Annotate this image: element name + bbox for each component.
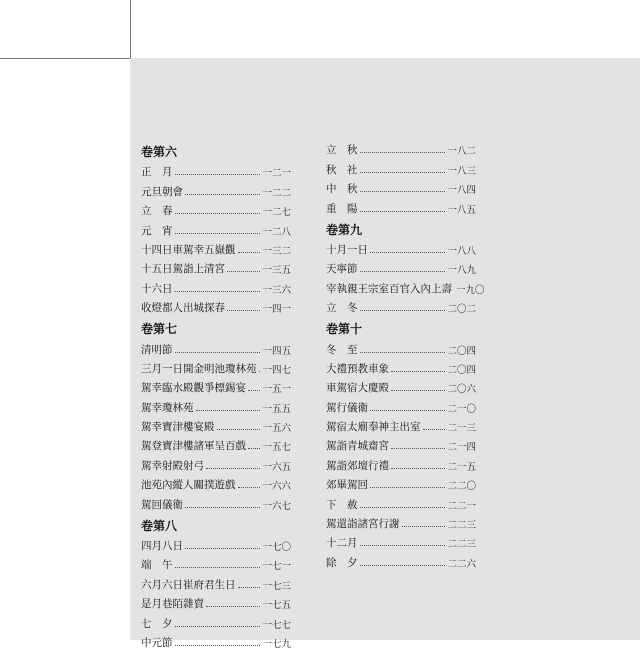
toc-entry — [141, 492, 291, 511]
entry-page-number: 一八五 — [447, 204, 476, 216]
entry-title: 十六日 — [141, 282, 173, 295]
dot-leader — [175, 626, 261, 627]
dot-leader — [402, 526, 446, 527]
entry-title: 六月六日崔府君生日 — [141, 578, 236, 591]
entry-page-number: 一五五 — [262, 403, 291, 415]
dot-leader — [391, 371, 445, 372]
toc-entry — [326, 337, 476, 356]
entry-page-number: 一七七 — [262, 619, 291, 631]
entry-title: 秋 社 — [326, 163, 358, 176]
toc-entry — [141, 631, 291, 650]
entry-page-number: 二二六 — [447, 558, 476, 570]
toc-entry — [326, 276, 485, 296]
entry-title: 駕幸射殿射弓 — [141, 459, 204, 472]
toc-entry — [141, 534, 291, 553]
entry-title: 正 月 — [141, 166, 173, 179]
dot-leader — [370, 252, 445, 253]
toc-entry — [326, 357, 476, 376]
entry-title: 駕回儀衛 — [141, 498, 183, 511]
dot-leader — [248, 448, 260, 449]
entry-title: 端 午 — [141, 559, 173, 572]
toc-entry — [141, 337, 291, 356]
dot-leader — [206, 468, 260, 469]
toc-right-column — [326, 138, 485, 570]
entry-title: 駕還詣諸宮行謝 — [326, 518, 400, 531]
dot-leader — [238, 487, 261, 488]
entry-title: 清明節 — [141, 343, 173, 356]
toc-entry — [141, 276, 291, 295]
entry-page-number: 一七五 — [262, 600, 291, 612]
toc-entry — [326, 415, 476, 434]
toc-entry — [141, 296, 291, 315]
entry-page-number: 一五七 — [262, 442, 291, 454]
dot-leader — [360, 565, 446, 566]
dot-leader — [360, 191, 446, 192]
dot-leader — [196, 410, 261, 411]
entry-title: 除 夕 — [326, 556, 358, 569]
entry-page-number: 一七九 — [262, 638, 291, 650]
entry-page-number: 二一三 — [447, 423, 476, 435]
entry-title: 駕幸臨水殿觀爭標錫宴 — [141, 382, 246, 395]
dot-leader — [360, 211, 446, 212]
toc-entry — [326, 512, 476, 531]
entry-title: 駕詣郊壇行禮 — [326, 459, 389, 472]
toc-entry — [326, 138, 476, 157]
entry-page-number: 一六六 — [262, 481, 291, 493]
entry-page-number: 二二三 — [447, 539, 476, 551]
entry-title: 重 陽 — [326, 202, 358, 215]
entry-page-number: 一六七 — [262, 500, 291, 512]
dot-leader — [391, 448, 445, 449]
dot-leader — [185, 548, 260, 549]
entry-page-number: 一二八 — [262, 226, 291, 238]
dot-leader — [175, 567, 261, 568]
toc-entry — [141, 553, 291, 572]
toc-entry — [141, 453, 291, 472]
dot-leader — [206, 606, 260, 607]
entry-page-number: 一五一 — [262, 384, 291, 396]
entry-title: 元 宵 — [141, 224, 173, 237]
toc-entry — [141, 218, 291, 237]
dot-leader — [360, 310, 446, 311]
entry-page-number: 一六五 — [262, 461, 291, 473]
toc-entry — [326, 238, 476, 257]
entry-title: 駕登寶津樓諸軍呈百戲 — [141, 440, 246, 453]
entry-title: 收燈都人出城探春 — [141, 302, 225, 315]
dot-leader — [391, 468, 445, 469]
entry-title: 車駕宿大慶殿 — [326, 382, 389, 395]
dot-leader — [248, 390, 260, 391]
dot-leader — [185, 507, 260, 508]
dot-leader — [360, 172, 446, 173]
entry-title: 是月巷陌雜賣 — [141, 598, 204, 611]
dot-leader — [227, 310, 260, 311]
dot-leader — [370, 487, 445, 488]
dot-leader — [259, 371, 261, 372]
entry-page-number: 一七〇 — [262, 542, 291, 554]
entry-title: 中 秋 — [326, 183, 358, 196]
entry-page-number: 二一五 — [447, 461, 476, 473]
entry-title: 大禮預教車象 — [326, 362, 389, 375]
toc-entry — [326, 296, 476, 315]
entry-title: 立 春 — [141, 205, 173, 218]
dot-leader — [360, 545, 446, 546]
toc-entry — [326, 531, 476, 550]
entry-page-number: 一二一 — [262, 168, 291, 180]
entry-title: 郊畢駕回 — [326, 479, 368, 492]
volume-heading: 卷第八 — [141, 518, 178, 533]
toc-entry — [141, 160, 291, 179]
entry-page-number: 二一四 — [447, 442, 476, 454]
entry-page-number: 一八四 — [447, 185, 476, 197]
entry-page-number: 二二一 — [447, 500, 476, 512]
entry-page-number: 一七一 — [262, 561, 291, 573]
toc-entry — [326, 395, 476, 414]
entry-page-number: 一八二 — [447, 146, 476, 158]
entry-page-number: 二一〇 — [447, 403, 476, 415]
dot-leader — [360, 152, 446, 153]
entry-title: 駕宿太廟奉神主出室 — [326, 421, 421, 434]
toc-entry — [326, 257, 476, 276]
entry-title: 十月一日 — [326, 243, 368, 256]
entry-page-number: 一四七 — [262, 364, 291, 376]
dot-leader — [175, 645, 261, 646]
entry-title: 天寧節 — [326, 263, 358, 276]
entry-title: 冬 至 — [326, 343, 358, 356]
crop-mark — [130, 0, 131, 58]
dot-leader — [370, 410, 445, 411]
toc-entry — [141, 395, 291, 414]
entry-title: 十五日駕詣上清宮 — [141, 263, 225, 276]
dot-leader — [360, 352, 446, 353]
toc-entry — [326, 492, 476, 511]
toc-entry — [141, 199, 291, 218]
entry-page-number: 二二〇 — [447, 481, 476, 493]
toc-entry — [141, 257, 291, 276]
entry-title: 十四日車駕幸五嶽觀 — [141, 243, 236, 256]
toc-entry — [326, 473, 476, 492]
dot-leader — [391, 390, 445, 391]
toc-entry — [326, 453, 476, 472]
entry-page-number: 一八九 — [447, 265, 476, 277]
entry-page-number: 一七三 — [262, 580, 291, 592]
entry-title: 三月一日開金明池瓊林苑 — [141, 362, 257, 375]
entry-page-number: 一九〇 — [456, 284, 485, 296]
entry-page-number: 一三五 — [262, 265, 291, 277]
toc-entry — [141, 611, 291, 630]
dot-leader — [217, 429, 261, 430]
toc-left-column — [141, 138, 291, 650]
dot-leader — [185, 194, 260, 195]
dot-leader — [175, 291, 261, 292]
entry-title: 立 冬 — [326, 302, 358, 315]
entry-title: 宰執親王宗室百官入內上壽 — [326, 282, 452, 295]
entry-title: 立 秋 — [326, 144, 358, 157]
entry-page-number: 一三二 — [262, 245, 291, 257]
entry-title: 元旦朝會 — [141, 185, 183, 198]
entry-title: 下 赦 — [326, 498, 358, 511]
entry-page-number: 一四五 — [262, 345, 291, 357]
entry-page-number: 二〇六 — [447, 384, 476, 396]
toc-entry — [141, 357, 291, 376]
toc-entry — [326, 196, 476, 215]
toc-entry — [141, 415, 291, 434]
volume-heading: 卷第六 — [141, 145, 178, 159]
volume-heading: 卷第七 — [141, 322, 178, 337]
toc-entry — [141, 179, 291, 198]
entry-page-number: 一八八 — [447, 245, 476, 257]
entry-page-number: 一八三 — [447, 165, 476, 177]
dot-leader — [227, 271, 260, 272]
entry-page-number: 一三六 — [262, 284, 291, 296]
dot-leader — [175, 352, 261, 353]
dot-leader — [238, 587, 261, 588]
entry-page-number: 一五六 — [262, 423, 291, 435]
toc-entry — [326, 550, 476, 569]
entry-title: 駕詣青城齋宮 — [326, 440, 389, 453]
entry-title: 駕行儀衛 — [326, 401, 368, 414]
toc-entry — [141, 434, 291, 453]
dot-leader — [175, 213, 261, 214]
dot-leader — [360, 271, 446, 272]
entry-title: 七 夕 — [141, 617, 173, 630]
entry-page-number: 一四一 — [262, 304, 291, 316]
toc-entry — [326, 177, 476, 196]
toc-entry — [326, 434, 476, 453]
volume-heading: 卷第九 — [326, 222, 363, 237]
dot-leader — [175, 174, 261, 175]
dot-leader — [175, 233, 261, 234]
entry-title: 駕幸瓊林苑 — [141, 401, 194, 414]
entry-page-number: 二〇四 — [447, 364, 476, 376]
entry-title: 駕幸寶津樓宴殿 — [141, 421, 215, 434]
toc-entry — [141, 572, 291, 591]
toc-entry — [326, 376, 476, 395]
entry-title: 池苑內縱人關撲遊戲 — [141, 479, 236, 492]
toc-entry — [141, 592, 291, 611]
toc-entry — [141, 473, 291, 492]
entry-page-number: 二〇二 — [447, 304, 476, 316]
dot-leader — [360, 507, 446, 508]
entry-page-number: 二二三 — [447, 520, 476, 532]
toc-entry — [326, 157, 476, 176]
entry-page-number: 一二七 — [262, 207, 291, 219]
toc-entry — [141, 238, 291, 257]
entry-page-number: 一二二 — [262, 187, 291, 199]
entry-title: 中元節 — [141, 636, 173, 649]
dot-leader — [423, 429, 446, 430]
entry-title: 十二月 — [326, 537, 358, 550]
volume-heading: 卷第十 — [326, 322, 363, 337]
dot-leader — [238, 252, 261, 253]
toc-entry — [141, 376, 291, 395]
entry-title: 四月八日 — [141, 540, 183, 553]
entry-page-number: 二〇四 — [447, 345, 476, 357]
